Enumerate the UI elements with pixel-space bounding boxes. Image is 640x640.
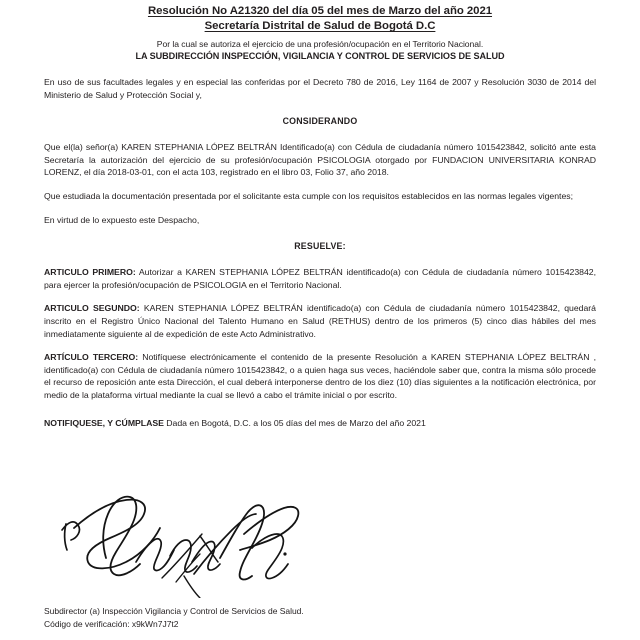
closing-statement (44, 417, 596, 430)
signatory-role: Subdirector (a) Inspección Vigilancia y Control de Servicios de Salud. (44, 606, 304, 616)
document-title-line-1 (44, 4, 596, 19)
article-tercero-separator: : (135, 352, 139, 363)
article-primero-text: Autorizar a KAREN STEPHANIA LÓPEZ BELTRÁN identificado(a) con Cédula de ciudadanía número 1015423842, para ejercer la profesión/ocupación de PSICOLOGIA en el Territorio Nacional. (44, 267, 596, 290)
considerando-paragraph-3: En virtud de lo expuesto este Despacho, (44, 214, 200, 225)
document-title-line-2-text: Secretaría Distrital de Salud de Bogotá D.C (204, 20, 436, 32)
article-segundo-separator: : (136, 303, 140, 314)
article-tercero (44, 351, 596, 401)
considerando-heading: CONSIDERANDO (282, 116, 358, 127)
article-primero-separator: : (132, 267, 136, 278)
preamble-paragraph: En uso de sus facultades legales y en especial las conferidas por el Decreto 780 de 2016, Ley 1164 de 2007 y Resolución 3030 de 2014 del Ministerio de Salud y Protección Social y, (44, 77, 596, 100)
document-subtitle-authority: LA SUBDIRECCIÓN INSPECCIÓN, VIGILANCIA Y CONTROL DE SERVICIOS DE SALUD (135, 51, 505, 61)
document-title-line-2 (44, 19, 596, 34)
document-body (44, 76, 596, 429)
considerando-paragraph-1: Que el(la) señor(a) KAREN STEPHANIA LÓPEZ BELTRÁN Identificado(a) con Cédula de ciudadanía número 1015423842, solicitó ante esta Secretaría la autorización del ejercicio de su profesión/ocupación PSICOLOGIA otorgado por FUNDACION UNIVERSITARIA KONRAD LORENZ, el día 2018-03-01, con el acta 103, registrado en el libro 03, Folio 37, año 2018. (44, 142, 596, 178)
resuelve-heading: RESUELVE: (294, 241, 346, 252)
article-primero-label: ARTICULO PRIMERO (44, 267, 133, 278)
signature-image (44, 478, 344, 598)
document-subtitle-purpose: Por la cual se autoriza el ejercicio de una profesión/ocupación en el Territorio Nacional. (156, 39, 484, 49)
article-segundo (44, 302, 596, 340)
document-header (44, 0, 596, 62)
document-footer (44, 605, 564, 631)
verification-code: Código de verificación: x9kWn7J7t2 (44, 619, 179, 629)
considerando-paragraph-2: Que estudiada la documentación presentada por el solicitante esta cumple con los requisitos establecidos en las normas legales vigentes; (44, 190, 573, 201)
article-primero (44, 266, 596, 291)
article-segundo-label: ARTICULO SEGUNDO (44, 303, 137, 314)
article-tercero-label: ARTÍCULO TERCERO (44, 352, 136, 363)
closing-label: NOTIFIQUESE, Y CÚMPLASE (44, 417, 164, 428)
article-tercero-text: Notifíquese electrónicamente el contenido de la presente Resolución a KAREN STEPHANIA LÓPEZ BELTRÁN , identificado(a) con Cédula de ciudadanía número 1015423842, o a quien haga sus veces, haciéndole saber que, contra la misma sólo procede el recurso de reposición ante esta Dirección, el cual deberá interponerse dentro de los diez (10) días siguientes a la notificación electrónica, por medio de la plataforma virtual mediante la cual se llevó a cabo el trámite inicial o por escrito. (44, 352, 596, 400)
document-title-line-1-text: Resolución No A21320 del día 05 del mes de Marzo del año 2021 (147, 5, 493, 17)
closing-text: Dada en Bogotá, D.C. a los 05 días del mes de Marzo del año 2021 (163, 417, 426, 428)
article-segundo-text: KAREN STEPHANIA LÓPEZ BELTRÁN identificado(a) con Cédula de ciudadanía número 1015423842, quedará inscrito en el Registro Único Nacional del Talento Humano en Salud (RETHUS) dentro de los primeros (5) cinco dias hábiles del mes inmediatamente siguiente al de expedición de este Acto Administrativo. (44, 303, 596, 339)
